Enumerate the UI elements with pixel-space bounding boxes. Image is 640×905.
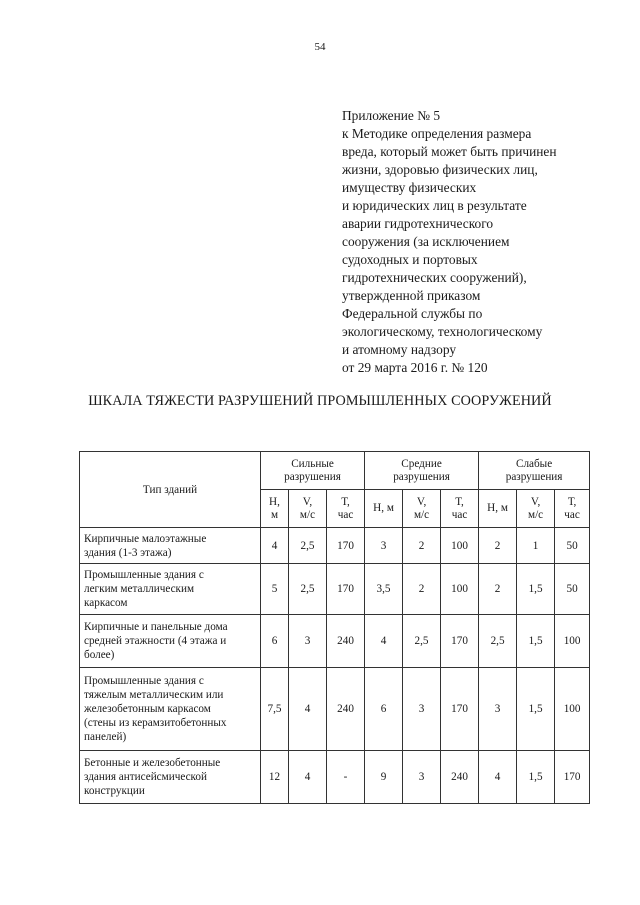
value-cell: 3,5 xyxy=(365,564,403,615)
subheader-height xyxy=(365,490,403,528)
value-cell: 170 xyxy=(327,564,365,615)
building-type-line: конструкции xyxy=(84,785,145,797)
subheader-line: Н, м xyxy=(373,502,394,514)
building-type-line: Бетонные и железобетонные xyxy=(84,757,221,769)
building-type-cell xyxy=(80,751,261,804)
building-type-line: здания антисейсмической xyxy=(84,771,207,783)
value-cell: 3 xyxy=(365,528,403,564)
value-cell: 12 xyxy=(261,751,289,804)
value-cell: 9 xyxy=(365,751,403,804)
subheader-line: Т, xyxy=(455,495,464,508)
subheader-velocity xyxy=(517,490,555,528)
building-type-line: Кирпичные малоэтажные xyxy=(84,532,207,545)
table-row xyxy=(80,751,590,804)
building-type-line: панелей) xyxy=(84,731,127,743)
building-type-line: более) xyxy=(84,649,115,661)
value-cell: 240 xyxy=(441,751,479,804)
group-header-weak xyxy=(479,452,590,490)
appendix-line: судоходных и портовых xyxy=(342,252,478,267)
building-type-line: средней этажности (4 этажа и xyxy=(84,635,227,647)
subheader-line: V, xyxy=(302,495,313,508)
value-cell: 6 xyxy=(365,668,403,751)
value-cell: 240 xyxy=(327,615,365,668)
subheader-line: м/с xyxy=(527,508,544,521)
value-cell: 2 xyxy=(403,564,441,615)
destruction-scale-table xyxy=(79,451,590,804)
value-cell: 1,5 xyxy=(517,668,555,751)
building-type-cell xyxy=(80,615,261,668)
appendix-line: имуществу физических xyxy=(342,180,477,195)
building-type-line: легким металлическим xyxy=(84,583,195,595)
value-cell: 5 xyxy=(261,564,289,615)
group-header-medium xyxy=(365,452,479,490)
value-cell: 50 xyxy=(555,528,590,564)
subheader-height xyxy=(261,490,289,528)
building-type-line: тяжелым металлическим или xyxy=(84,689,224,701)
type-header: Тип зданий xyxy=(80,452,261,528)
value-cell: - xyxy=(327,751,365,804)
table-header-row xyxy=(80,452,590,490)
value-cell: 1,5 xyxy=(517,751,555,804)
value-cell: 100 xyxy=(555,668,590,751)
value-cell: 6 xyxy=(261,615,289,668)
appendix-approval-block xyxy=(342,107,632,377)
value-cell: 3 xyxy=(289,615,327,668)
value-cell: 3 xyxy=(479,668,517,751)
group-header-line: разрушения xyxy=(393,470,450,483)
value-cell: 170 xyxy=(441,615,479,668)
value-cell: 4 xyxy=(365,615,403,668)
group-header-line: Слабые xyxy=(515,457,553,470)
value-cell: 4 xyxy=(479,751,517,804)
subheader-line: час xyxy=(564,508,580,521)
value-cell: 1 xyxy=(517,528,555,564)
subheader-time xyxy=(441,490,479,528)
appendix-line: жизни, здоровью физических лиц, xyxy=(342,162,538,177)
building-type-line: железобетонным каркасом xyxy=(84,703,211,715)
appendix-line: к Методике определения размера xyxy=(342,126,532,141)
subheader-line: м/с xyxy=(413,508,430,521)
value-cell: 4 xyxy=(289,751,327,804)
table-row xyxy=(80,668,590,751)
subheader-line: м xyxy=(270,508,279,521)
table-row xyxy=(80,528,590,564)
subheader-line: V, xyxy=(530,495,541,508)
group-header-line: разрушения xyxy=(505,470,563,483)
group-header-line: Сильные xyxy=(291,457,334,470)
building-type-cell xyxy=(80,668,261,751)
appendix-line: Приложение № 5 xyxy=(342,108,441,123)
subheader-line: V, xyxy=(416,495,427,508)
building-type-line: здания (1-3 этажа) xyxy=(84,546,172,559)
subheader-time xyxy=(555,490,590,528)
value-cell: 2,5 xyxy=(479,615,517,668)
group-header-line: разрушения xyxy=(284,470,341,483)
appendix-line: и атомному надзору xyxy=(342,342,457,357)
building-type-line: (стены из керамзитобетонных xyxy=(84,717,227,729)
subheader-time xyxy=(327,490,365,528)
value-cell: 7,5 xyxy=(261,668,289,751)
value-cell: 2 xyxy=(403,528,441,564)
document-title: ШКАЛА ТЯЖЕСТИ РАЗРУШЕНИЙ ПРОМЫШЛЕННЫХ СООРУЖЕНИЙ xyxy=(88,393,552,409)
appendix-line: Федеральной службы по xyxy=(342,306,483,321)
subheader-line: Т, xyxy=(567,495,577,508)
appendix-line: гидротехнических сооружений), xyxy=(342,270,527,285)
value-cell: 4 xyxy=(289,668,327,751)
appendix-line: и юридических лиц в результате xyxy=(342,198,527,213)
appendix-line: утвержденной приказом xyxy=(342,288,481,303)
building-type-line: Промышленные здания с xyxy=(84,675,204,687)
value-cell: 2,5 xyxy=(289,528,327,564)
value-cell: 240 xyxy=(327,668,365,751)
value-cell: 1,5 xyxy=(517,615,555,668)
appendix-line: аварии гидротехнического xyxy=(342,216,494,231)
value-cell: 100 xyxy=(441,564,479,615)
value-cell: 100 xyxy=(441,528,479,564)
subheader-line: Н, xyxy=(269,495,280,508)
value-cell: 4 xyxy=(261,528,289,564)
value-cell: 170 xyxy=(441,668,479,751)
subheader-velocity xyxy=(289,490,327,528)
building-type-cell xyxy=(80,564,261,615)
subheader-velocity xyxy=(403,490,441,528)
building-type-line: каркасом xyxy=(84,597,128,609)
table-row xyxy=(80,564,590,615)
value-cell: 2,5 xyxy=(403,615,441,668)
value-cell: 1,5 xyxy=(517,564,555,615)
appendix-line: сооружения (за исключением xyxy=(342,234,510,249)
subheader-line: час xyxy=(337,508,354,521)
value-cell: 50 xyxy=(555,564,590,615)
value-cell: 3 xyxy=(403,751,441,804)
subheader-line: Н, м xyxy=(487,502,508,514)
value-cell: 2,5 xyxy=(289,564,327,615)
subheader-line: час xyxy=(451,508,468,521)
appendix-line: вреда, который может быть причинен xyxy=(342,144,557,159)
appendix-line: экологическому, технологическому xyxy=(342,324,543,339)
value-cell: 2 xyxy=(479,528,517,564)
table-row xyxy=(80,615,590,668)
value-cell: 3 xyxy=(403,668,441,751)
value-cell: 170 xyxy=(327,528,365,564)
appendix-line: от 29 марта 2016 г. № 120 xyxy=(342,360,488,375)
subheader-line: Т, xyxy=(341,495,350,508)
page-number: 54 xyxy=(314,41,326,53)
group-header-strong xyxy=(261,452,365,490)
value-cell: 2 xyxy=(479,564,517,615)
subheader-line: м/с xyxy=(299,508,316,521)
value-cell: 170 xyxy=(555,751,590,804)
value-cell: 100 xyxy=(555,615,590,668)
building-type-cell xyxy=(80,528,261,564)
building-type-line: Кирпичные и панельные дома xyxy=(84,621,228,633)
building-type-line: Промышленные здания с xyxy=(84,569,204,581)
subheader-height xyxy=(479,490,517,528)
group-header-line: Средние xyxy=(401,457,442,470)
